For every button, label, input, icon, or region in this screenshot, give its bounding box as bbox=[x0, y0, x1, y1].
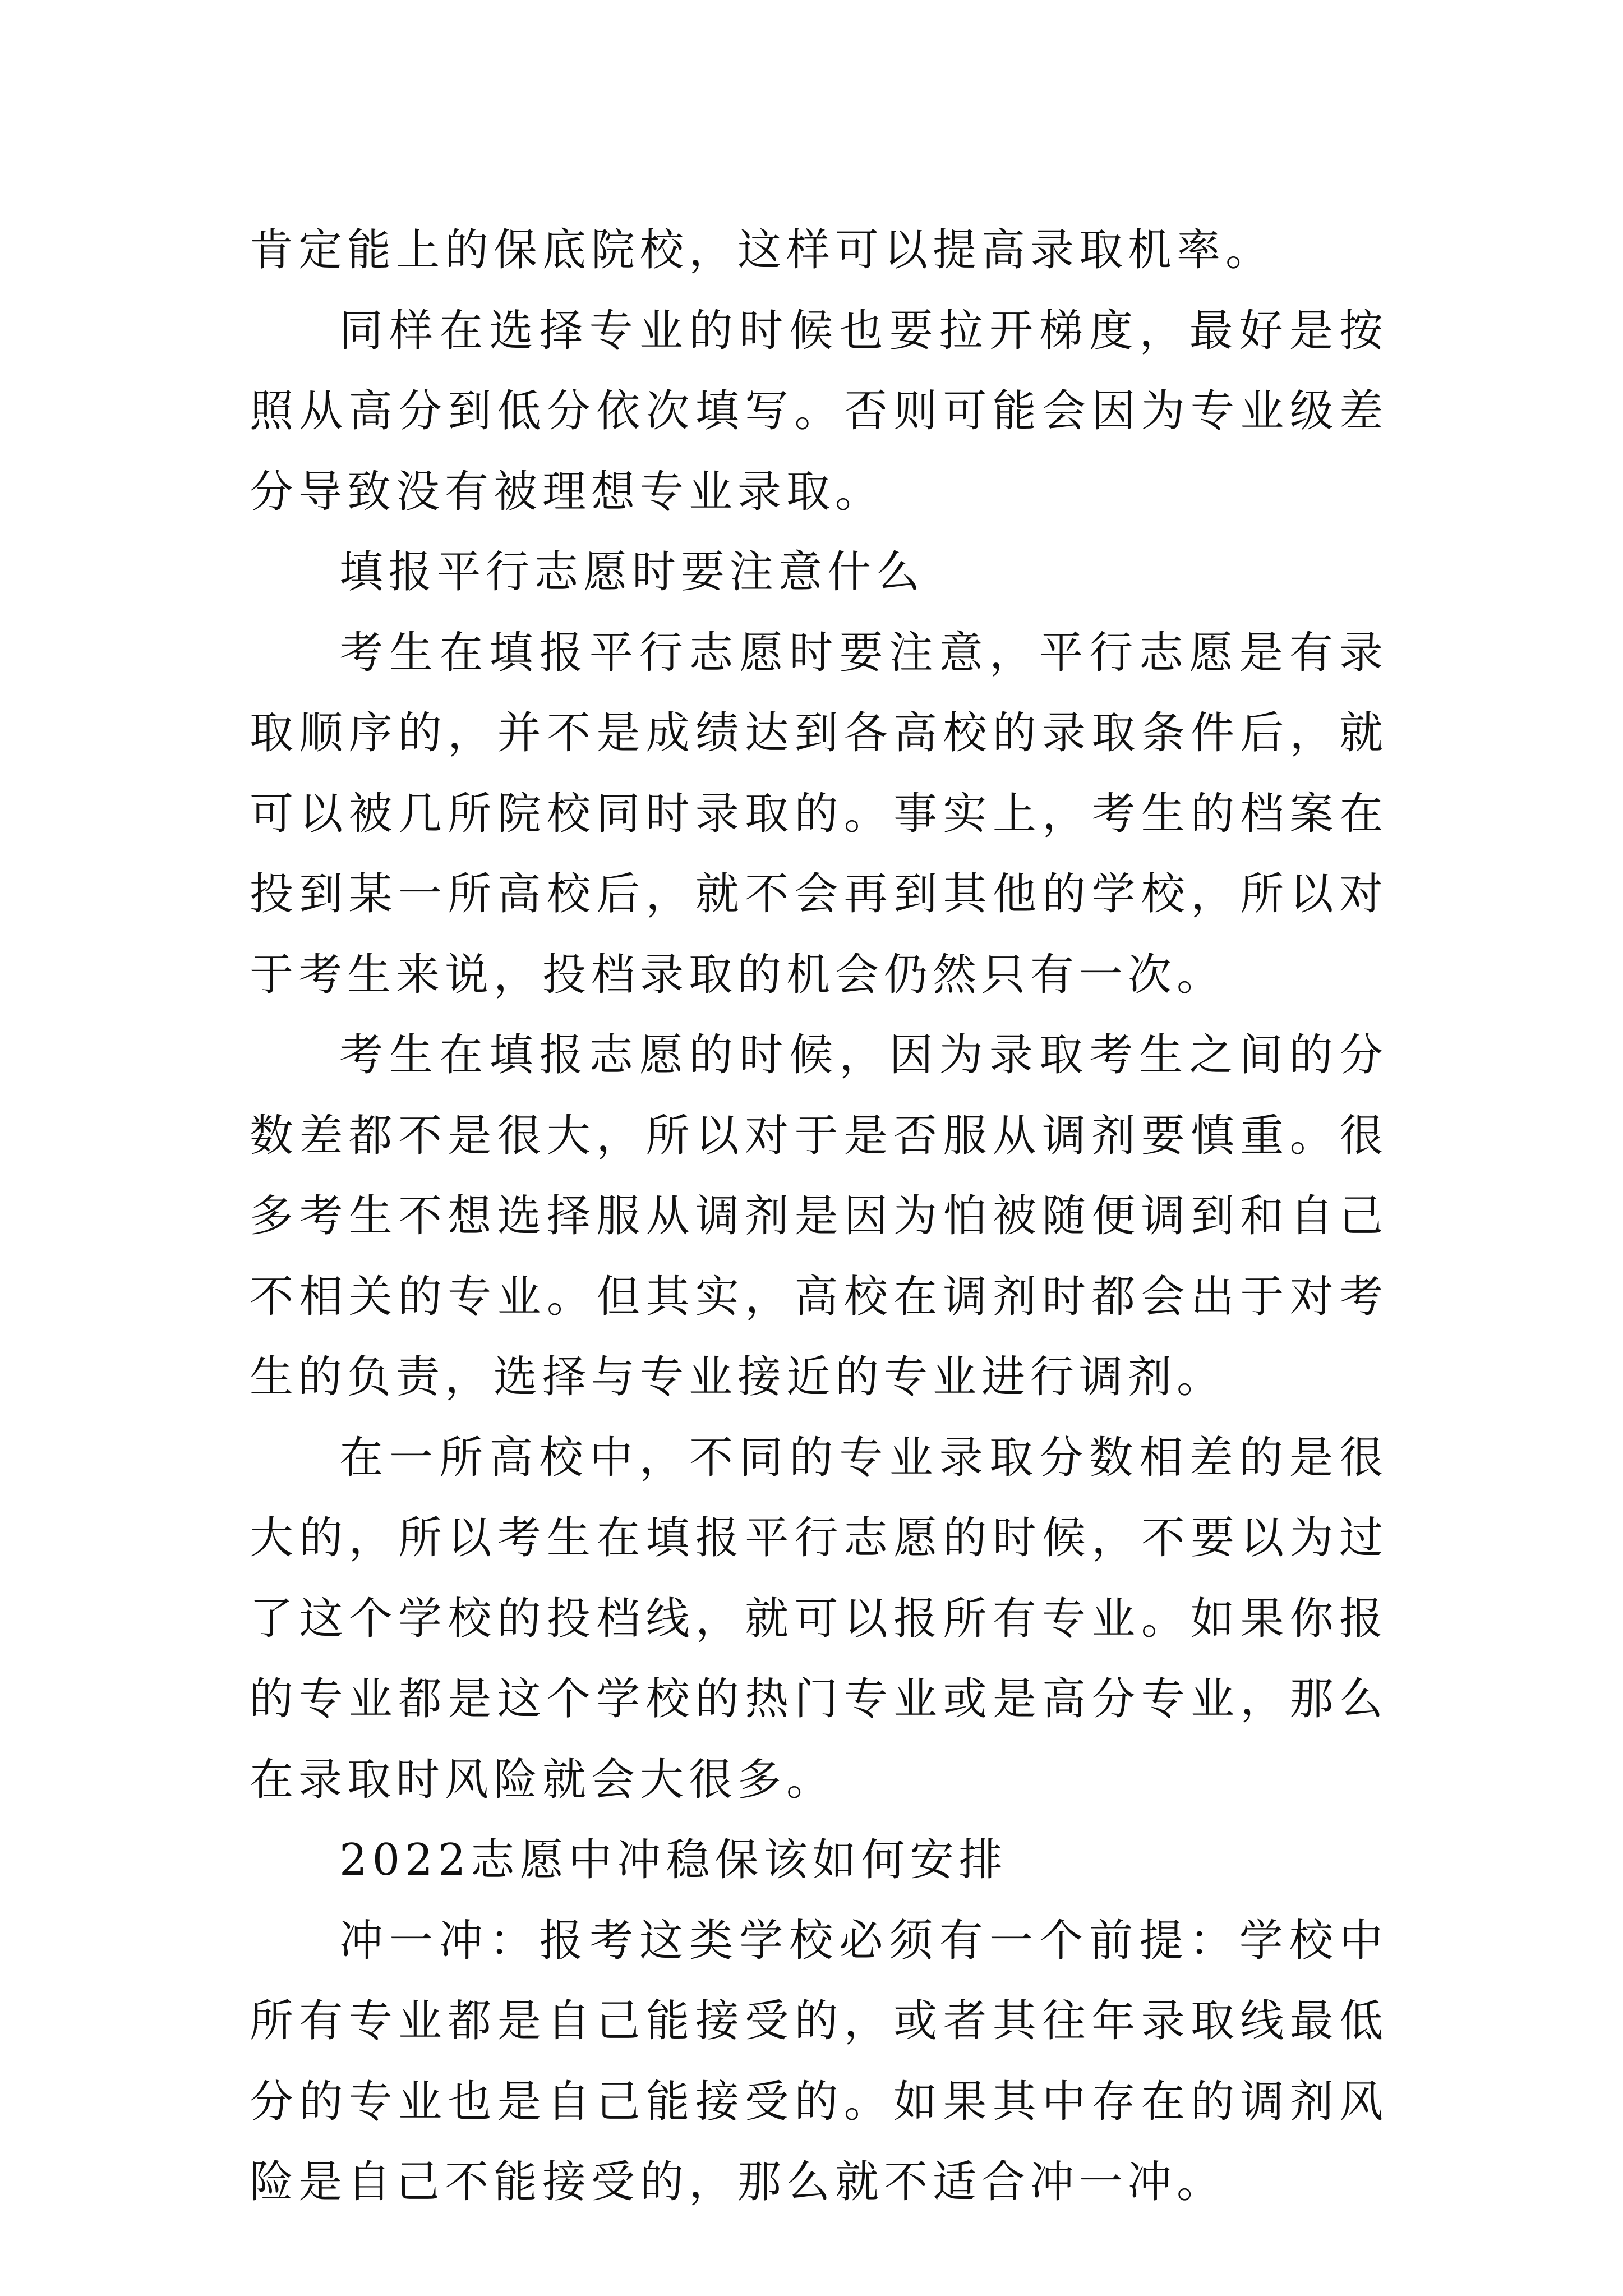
paragraph-adjustment: 考生在填报志愿的时候，因为录取考生之间的分数差都不是很大，所以对于是否服从调剂要慎重。很多考生不想选择服从调剂是因为怕被随便调到和自己不相关的专业。但其实，高校在调剂时都会出于对考生的负责，选择与专业接近的专业进行调剂。 bbox=[250, 1030, 1388, 1402]
document-body bbox=[250, 210, 1388, 2223]
section-heading-2022-plan: 2022志愿中冲稳保该如何安排 bbox=[339, 1835, 1008, 1885]
section-heading-parallel-notes: 填报平行志愿时要注意什么 bbox=[339, 547, 925, 597]
paragraph-continuation: 肯定能上的保底院校，这样可以提高录取机率。 bbox=[250, 225, 1275, 275]
paragraph-score-differences: 在一所高校中，不同的专业录取分数相差的是很大的，所以考生在填报平行志愿的时候，不要以为过了这个学校的投档线，就可以报所有专业。如果你报的专业都是这个学校的热门专业或是高分专业，那么在录取时风险就会大很多。 bbox=[250, 1432, 1388, 1805]
paragraph-major-gradient: 同样在选择专业的时候也要拉开梯度，最好是按照从高分到低分依次填写。否则可能会因为专业级差分导致没有被理想专业录取。 bbox=[250, 305, 1388, 517]
paragraph-reach-schools: 冲一冲：报考这类学校必须有一个前提：学校中所有专业都是自己能接受的，或者其往年录取线最低分的专业也是自己能接受的。如果其中存在的调剂风险是自己不能接受的，那么就不适合冲一冲。 bbox=[250, 1915, 1388, 2207]
paragraph-admission-order: 考生在填报平行志愿时要注意，平行志愿是有录取顺序的，并不是成绩达到各高校的录取条件后，就可以被几所院校同时录取的。事实上，考生的档案在投到某一所高校后，就不会再到其他的学校，所以对于考生来说，投档录取的机会仍然只有一次。 bbox=[250, 627, 1388, 1000]
